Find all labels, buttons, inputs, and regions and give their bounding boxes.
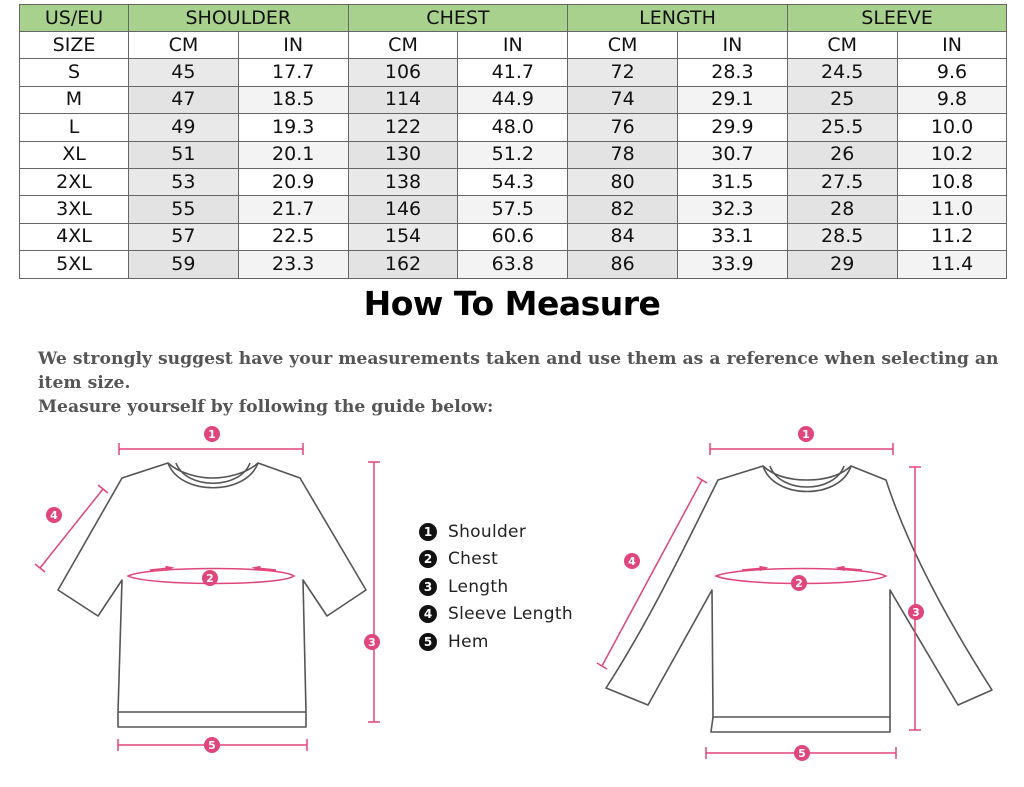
table-cell: 57.5 bbox=[458, 196, 568, 223]
legend-item-shoulder bbox=[419, 518, 573, 546]
table-cell: 9.6 bbox=[897, 59, 1007, 86]
legend-item-hem bbox=[419, 628, 573, 656]
legend-label: Sleeve Length bbox=[448, 604, 573, 625]
marker-3-icon bbox=[908, 604, 924, 620]
table-cell: 10.8 bbox=[897, 168, 1007, 195]
table-cell: 82 bbox=[568, 196, 678, 223]
table-cell: 130 bbox=[348, 141, 458, 168]
table-cell: 11.2 bbox=[897, 223, 1007, 250]
number-1-icon: 1 bbox=[419, 523, 437, 541]
marker-number: 1 bbox=[208, 428, 216, 441]
size-cell: 3XL bbox=[20, 196, 129, 223]
table-cell: 59 bbox=[129, 251, 239, 278]
table-cell: 44.9 bbox=[458, 86, 568, 113]
number-3-icon: 3 bbox=[419, 578, 437, 596]
measurement-legend bbox=[419, 518, 573, 656]
unit-cell: CM bbox=[787, 32, 897, 59]
legend-label: Shoulder bbox=[448, 521, 527, 542]
marker-number: 2 bbox=[795, 577, 803, 590]
unit-cell: CM bbox=[129, 32, 239, 59]
marker-number: 5 bbox=[208, 739, 216, 752]
table-cell: 29 bbox=[787, 251, 897, 278]
table-cell: 49 bbox=[129, 114, 239, 141]
table-cell: 25 bbox=[787, 86, 897, 113]
instructions-line-2: Measure yourself by following the guide below: bbox=[38, 397, 494, 417]
table-cell: 29.1 bbox=[678, 86, 788, 113]
table-cell: 76 bbox=[568, 114, 678, 141]
table-cell: 146 bbox=[348, 196, 458, 223]
table-cell: 51.2 bbox=[458, 141, 568, 168]
marker-5-icon bbox=[794, 745, 810, 761]
table-cell: 23.3 bbox=[238, 251, 348, 278]
left-measure-lines bbox=[35, 443, 380, 751]
number-4-icon: 4 bbox=[419, 605, 437, 623]
table-cell: 53 bbox=[129, 168, 239, 195]
marker-3-icon bbox=[364, 634, 380, 650]
table-cell: 106 bbox=[348, 59, 458, 86]
table-cell: 30.7 bbox=[678, 141, 788, 168]
table-cell: 11.0 bbox=[897, 196, 1007, 223]
page-title: How To Measure bbox=[363, 284, 661, 323]
size-cell: 4XL bbox=[20, 223, 129, 250]
marker-number: 5 bbox=[798, 747, 806, 760]
header-chest: CHEST bbox=[348, 5, 568, 32]
size-cell: 2XL bbox=[20, 168, 129, 195]
unit-cell: CM bbox=[568, 32, 678, 59]
table-cell: 63.8 bbox=[458, 251, 568, 278]
table-cell: 162 bbox=[348, 251, 458, 278]
legend-label: Length bbox=[448, 576, 509, 597]
unit-cell: IN bbox=[678, 32, 788, 59]
number-2-icon: 2 bbox=[419, 550, 437, 568]
table-cell: 154 bbox=[348, 223, 458, 250]
size-cell: XL bbox=[20, 141, 129, 168]
legend-item-chest bbox=[419, 546, 573, 574]
marker-5-icon bbox=[204, 737, 220, 753]
marker-4-icon bbox=[46, 507, 62, 523]
unit-cell: SIZE bbox=[20, 32, 129, 59]
table-cell: 47 bbox=[129, 86, 239, 113]
table-cell: 11.4 bbox=[897, 251, 1007, 278]
marker-2-icon bbox=[791, 575, 807, 591]
marker-number: 1 bbox=[802, 428, 810, 441]
table-cell: 19.3 bbox=[238, 114, 348, 141]
unit-cell: IN bbox=[458, 32, 568, 59]
table-cell: 9.8 bbox=[897, 86, 1007, 113]
table-cell: 72 bbox=[568, 59, 678, 86]
marker-1-icon bbox=[798, 426, 814, 442]
short-sleeve-tshirt-icon bbox=[58, 463, 366, 727]
marker-number: 4 bbox=[50, 509, 58, 522]
table-cell: 22.5 bbox=[238, 223, 348, 250]
legend-label: Hem bbox=[448, 631, 489, 652]
right-measure-lines bbox=[597, 443, 921, 759]
size-cell: 5XL bbox=[20, 251, 129, 278]
table-cell: 10.0 bbox=[897, 114, 1007, 141]
table-cell: 51 bbox=[129, 141, 239, 168]
header-length: LENGTH bbox=[568, 5, 788, 32]
table-cell: 122 bbox=[348, 114, 458, 141]
table-cell: 29.9 bbox=[678, 114, 788, 141]
table-cell: 26 bbox=[787, 141, 897, 168]
unit-cell: CM bbox=[348, 32, 458, 59]
marker-number: 4 bbox=[628, 555, 636, 568]
table-cell: 55 bbox=[129, 196, 239, 223]
table-cell: 25.5 bbox=[787, 114, 897, 141]
legend-label: Chest bbox=[448, 549, 499, 570]
table-cell: 33.1 bbox=[678, 223, 788, 250]
table-cell: 86 bbox=[568, 251, 678, 278]
table-cell: 138 bbox=[348, 168, 458, 195]
header-shoulder: SHOULDER bbox=[129, 5, 349, 32]
unit-cell: IN bbox=[238, 32, 348, 59]
table-cell: 20.9 bbox=[238, 168, 348, 195]
table-cell: 20.1 bbox=[238, 141, 348, 168]
table-cell: 60.6 bbox=[458, 223, 568, 250]
table-cell: 32.3 bbox=[678, 196, 788, 223]
number-5-icon: 5 bbox=[419, 633, 437, 651]
table-cell: 114 bbox=[348, 86, 458, 113]
table-cell: 33.9 bbox=[678, 251, 788, 278]
marker-4-icon bbox=[624, 553, 640, 569]
table-cell: 10.2 bbox=[897, 141, 1007, 168]
instructions-line-1: We strongly suggest have your measurements taken and use them as a reference when selecting an item size. bbox=[38, 349, 999, 393]
marker-number: 2 bbox=[206, 572, 214, 585]
marker-number: 3 bbox=[912, 606, 920, 619]
table-cell: 84 bbox=[568, 223, 678, 250]
marker-number: 3 bbox=[368, 636, 376, 649]
table-cell: 28.5 bbox=[787, 223, 897, 250]
size-cell: M bbox=[20, 86, 129, 113]
table-cell: 31.5 bbox=[678, 168, 788, 195]
table-cell: 18.5 bbox=[238, 86, 348, 113]
legend-item-sleeve-length bbox=[419, 601, 573, 629]
table-cell: 74 bbox=[568, 86, 678, 113]
table-cell: 21.7 bbox=[238, 196, 348, 223]
table-cell: 57 bbox=[129, 223, 239, 250]
table-cell: 80 bbox=[568, 168, 678, 195]
marker-1-icon bbox=[204, 426, 220, 442]
legend-item-length bbox=[419, 573, 573, 601]
unit-cell: IN bbox=[897, 32, 1007, 59]
size-cell: L bbox=[20, 114, 129, 141]
marker-2-icon bbox=[202, 570, 218, 586]
long-sleeve-tshirt-icon bbox=[606, 466, 992, 732]
table-cell: 17.7 bbox=[238, 59, 348, 86]
table-cell: 78 bbox=[568, 141, 678, 168]
size-cell: S bbox=[20, 59, 129, 86]
table-cell: 54.3 bbox=[458, 168, 568, 195]
table-cell: 41.7 bbox=[458, 59, 568, 86]
header-us-eu: US/EU bbox=[20, 5, 129, 32]
table-cell: 45 bbox=[129, 59, 239, 86]
table-cell: 28 bbox=[787, 196, 897, 223]
table-cell: 24.5 bbox=[787, 59, 897, 86]
table-cell: 27.5 bbox=[787, 168, 897, 195]
header-sleeve: SLEEVE bbox=[787, 5, 1007, 32]
table-cell: 28.3 bbox=[678, 59, 788, 86]
table-cell: 48.0 bbox=[458, 114, 568, 141]
